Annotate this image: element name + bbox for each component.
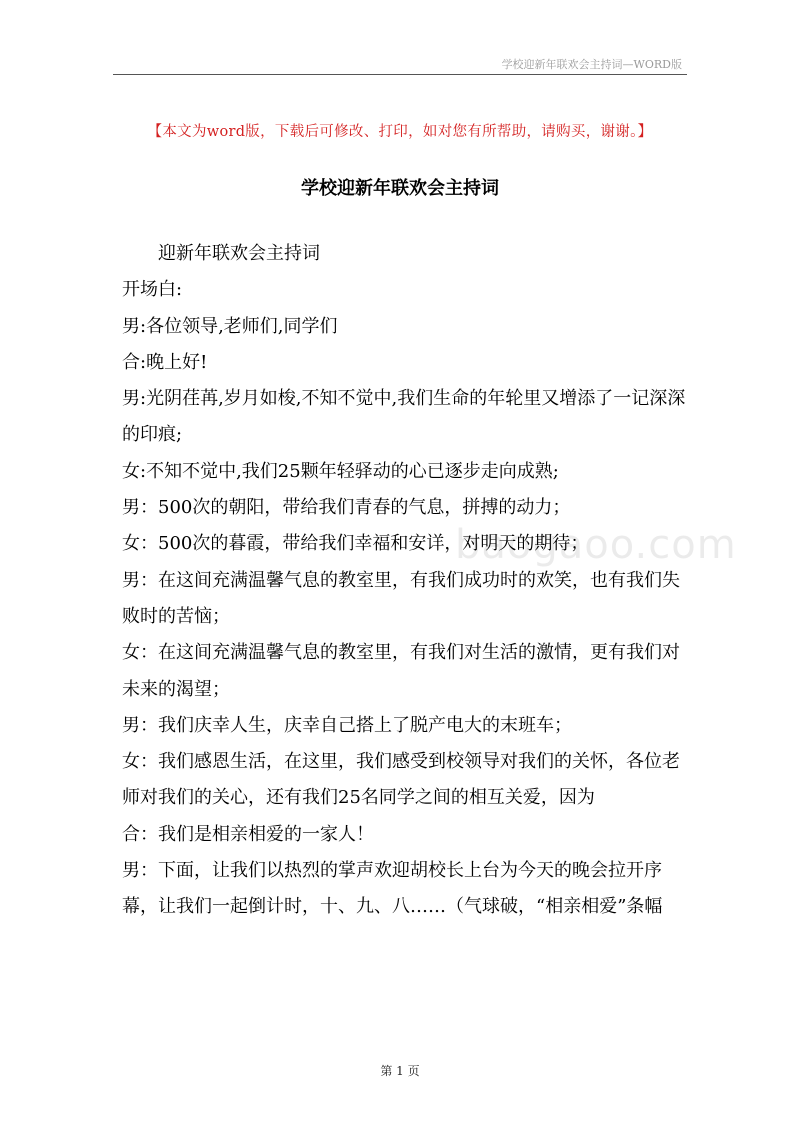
document-body bbox=[122, 236, 692, 926]
paragraph: 男:光阴荏苒,岁月如梭,不知不觉中,我们生命的年轮里又增添了一记深深的印痕; bbox=[122, 388, 686, 446]
page-number: 第 1 页 bbox=[380, 1064, 420, 1078]
header-divider bbox=[113, 74, 687, 75]
paragraph: 男：我们庆幸人生，庆幸自己搭上了脱产电大的末班车； bbox=[122, 714, 572, 736]
paragraph: 男：在这间充满温馨气息的教室里，有我们成功时的欢笑，也有我们失败时的苦恼； bbox=[122, 569, 680, 627]
paragraph: 男：下面，让我们以热烈的掌声欢迎胡校长上台为今天的晚会拉开序幕，让我们一起倒计时，十、九、八……（气球破，“相亲相爱”条幅 bbox=[122, 860, 663, 918]
paragraph: 男:各位领导,老师们,同学们 bbox=[122, 315, 338, 337]
running-header: 学校迎新年联欢会主持词—WORD版 bbox=[501, 58, 682, 71]
subtitle-paragraph: 迎新年联欢会主持词 bbox=[158, 243, 320, 264]
paragraph: 女：500次的暮霞，带给我们幸福和安详，对明天的期待； bbox=[122, 533, 589, 555]
paragraph: 女:不知不觉中,我们25颗年轻驿动的心已逐步走向成熟; bbox=[122, 460, 559, 482]
paragraph: 女：我们感恩生活，在这里，我们感受到校领导对我们的关怀，各位老师对我们的关心，还有我们25名同学之间的相互关爱，因为 bbox=[122, 751, 680, 809]
purchase-notice: 【本文为word版，下载后可修改、打印，如对您有所帮助，请购买，谢谢。】 bbox=[147, 124, 653, 140]
paragraph: 开场白: bbox=[122, 279, 183, 301]
paragraph: 男：500次的朝阳，带给我们青春的气息，拼搏的动力； bbox=[122, 497, 571, 519]
paragraph: 女：在这间充满温馨气息的教室里，有我们对生活的激情，更有我们对未来的渴望； bbox=[122, 642, 680, 700]
paragraph: 合：我们是相亲相爱的一家人！ bbox=[122, 823, 374, 845]
paragraph: 合:晚上好! bbox=[122, 351, 208, 373]
watermark: baogaoo.com bbox=[455, 522, 737, 568]
document-title: 学校迎新年联欢会主持词 bbox=[301, 178, 499, 199]
